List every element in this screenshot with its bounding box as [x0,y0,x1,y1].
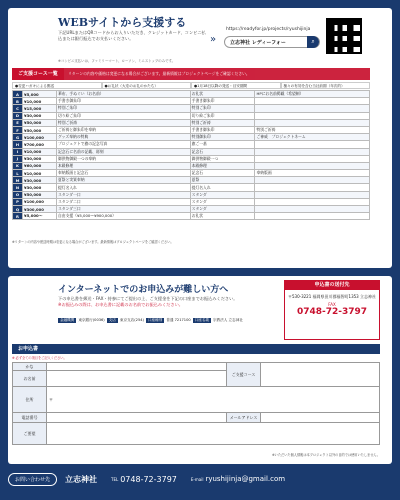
course-code: I [13,148,23,155]
course-code: N [13,184,23,191]
course-return-b: スタンダ [190,206,255,213]
course-code: O [13,191,23,198]
request-field[interactable] [47,423,380,445]
address-label: 住所 [13,387,47,413]
course-return-b: 夏祭 [190,177,255,184]
course-row [13,141,370,148]
web-title: WEBサイトから支援する [58,16,187,29]
course-row [13,91,370,98]
course-list-notice: リターンの内容や価格は変更になる場合がございます。最新情報はプロジェクトページをご確認ください。 [64,68,370,80]
course-return-a: プロジェクトで旗の記念写真 [57,141,191,148]
application-form-note: ※ 必ず全ての項目をご記入ください。 [12,356,67,360]
course-code: J [13,155,23,162]
course-return-c [255,155,370,162]
course-return-b: スタンダ [190,198,255,205]
application-form [12,362,380,445]
course-code: C [13,105,23,112]
course-row [13,119,370,126]
project-url[interactable]: https://readyfor.jp/projects/ryushijinja [226,27,311,32]
course-list-header [12,68,370,80]
course-return-b: 特別ご朱印 [190,105,255,112]
course-return-b: 特別御朱印 [190,134,255,141]
course-return-c [255,162,370,169]
bank-info [58,318,272,323]
course-return-b: 手書き御朱印 [190,126,255,133]
step-label: ご支援方法 [21,283,47,289]
course-price: ¥10,000 [23,98,57,105]
bank-label: 金融機関 [60,318,75,322]
course-price: ¥30,000 [23,112,57,119]
qr-code-icon[interactable] [326,18,362,54]
search-query: 立志神社 レディーフォー [230,39,286,46]
course-label: ご支援コース [227,363,261,387]
account-type-value: 普通 7217100 [166,318,191,322]
course-row [13,177,370,184]
course-price: ¥30,000 [23,155,57,162]
course-row [13,170,370,177]
kana-field[interactable] [47,363,227,371]
course-return-a: 奉納版画と記念石 [57,170,191,177]
course-code: B [13,98,23,105]
email-field[interactable] [261,413,380,423]
course-return-c [255,141,370,148]
course-return-a: 提灯名入れ [57,184,191,191]
course-return-c [255,198,370,205]
course-return-b: お礼状 [190,91,255,98]
course-return-a: 記念石に名前の記載、彫刻 [57,148,191,155]
course-field[interactable] [261,363,380,387]
course-return-b: スタンダ [190,191,255,198]
course-row [13,213,370,220]
course-return-a: スタンダ二口 [57,198,191,205]
course-return-a: 夏祭と実質奉納 [57,177,191,184]
arrow-icon: » [210,34,217,45]
course-code: M [13,177,23,184]
course-list-tag: ご支援コース一覧 [12,68,64,80]
course-price: ¥5,000 [23,91,57,98]
course-row [13,206,370,213]
course-row [13,191,370,198]
course-return-b: 本殿修理 [190,162,255,169]
course-price: ¥10,000 [23,170,57,177]
course-table [12,90,370,220]
course-price: ¥30,000 [23,177,57,184]
tel-label: TEL [111,476,119,482]
course-return-c [255,98,370,105]
name-label: お名前 [13,371,47,387]
search-box[interactable] [224,36,320,48]
legend-item: 様々の有効を含む当社前期（年次的） [281,82,371,89]
course-return-b: お礼状 [190,213,255,220]
course-price: ¥50,000 [23,119,57,126]
course-row [13,155,370,162]
course-return-b: 旗ご一基 [190,141,255,148]
course-return-c [255,148,370,155]
course-return-c [255,177,370,184]
course-code: P [13,198,23,205]
account-holder-value: 宗教法人 立志神社 [213,318,243,322]
bank-value: 東京銀行(0036) [78,318,105,322]
email-label: メールアドレス [227,413,261,423]
course-return-c: HPにお名前掲載（希望制） [255,91,370,98]
course-row [13,126,370,133]
course-row [13,112,370,119]
branch-value: 東京支店(254) [119,318,144,322]
course-return-a: スタンダ一口 [57,191,191,198]
contact-label: お問い合わせ先 [8,473,57,486]
course-row [13,162,370,169]
course-return-c: 特別ご祈祷 [255,126,370,133]
contact-org: 立志神社 [65,473,98,484]
course-return-c [255,213,370,220]
step-number: 1 [27,17,41,42]
tel-field[interactable] [47,413,227,423]
account-type-label: 口座種別 [147,318,163,322]
course-return-b: 特別ご祈祷 [190,119,255,126]
destination-box [284,280,380,340]
branch-label: 支店 [108,318,116,322]
course-return-a: 自由支援（¥5,000～¥900,000） [57,213,191,220]
course-return-a: 華布、手ぬぐい（お名前） [57,91,191,98]
course-return-a: 特別ご朱印 [57,105,191,112]
course-return-b: 提灯名入れ [190,184,255,191]
course-code: G [13,134,23,141]
course-row [13,184,370,191]
course-price: ¥5,000～ [23,213,57,220]
kana-label: かな [13,363,47,371]
legend-item: ●1月18日以降の発送・目安期間 [191,82,281,89]
destination-title: 申込書の送付先 [285,281,379,290]
course-code: K [13,162,23,169]
course-price: ¥100,000 [23,198,57,205]
course-return-c [255,184,370,191]
course-code: L [13,170,23,177]
course-price: ¥10,000 [23,148,57,155]
legend-item: ●お礼状（大変のお礼のかたち） [102,82,192,89]
course-code: H [13,141,23,148]
course-code: E [13,119,23,126]
course-return-c [255,191,370,198]
fax-number: 0748-72-3797 [296,307,368,317]
course-return-a: グッズ奉納の特典 [57,134,191,141]
course-footnote: ※リターンの内容や配送時期は変更になる場合がございます。最新情報はプロジェクトページをご確認ください。 [12,240,174,244]
course-return-a: ご祈祷と御朱印を奉納 [57,126,191,133]
course-price: ¥50,000 [23,126,57,133]
course-code: Q [13,206,23,213]
course-price: ¥15,000 [23,105,57,112]
step-number: 2 [27,287,41,312]
magnifier-icon[interactable]: ⌕ [307,36,319,48]
course-row [13,98,370,105]
course-code: A [13,91,23,98]
contact-email[interactable]: ryushijinja@gmail.com [205,475,286,483]
course-return-a: 本殿修理 [57,162,191,169]
course-return-a: 手書き御朱印 [57,98,191,105]
course-legend [12,82,370,89]
course-row [13,105,370,112]
account-holder-label: 口座名義 [194,318,210,322]
application-form-header: お申込書 [12,344,380,354]
name-field[interactable] [47,371,227,387]
course-return-a: 切り絵ご朱印 [57,112,191,119]
course-return-c [255,119,370,126]
contact-tel[interactable]: 0748-72-3797 [120,474,177,484]
mail-title: インターネットでのお申込みが難しい方へ [58,285,229,295]
course-return-c: 奉納版画 [255,170,370,177]
course-price: ¥50,000 [23,191,57,198]
step-1-badge [14,12,54,41]
legend-item: ●変更ハガキによる郵送 [12,82,102,89]
course-code: F [13,126,23,133]
course-row [13,148,370,155]
mail-red-note: ※お振込みの際は、お申込書に記載のお名前でお振込みください。 [58,302,183,307]
course-return-a: 御供物御殿一つの奉納 [57,155,191,162]
course-code: R [13,213,23,220]
course-price: ¥300,000 [23,206,57,213]
step-2-badge [14,282,54,311]
mail-description [58,296,268,308]
course-row [13,134,370,141]
course-return-c [255,105,370,112]
course-return-c [255,206,370,213]
course-return-b: 記念石 [190,170,255,177]
web-description: 下記URLまたはQRコードからお入りいただき、クレジットカード、コンビニ払込または銀行振込でお支払いください。 [58,30,206,41]
course-return-c [255,112,370,119]
course-return-a: 特別ご祈祷 [57,119,191,126]
course-price: ¥100,000 [23,134,57,141]
contact-bar [8,468,392,490]
course-price: ¥30,000 [23,184,57,191]
step-label: ご支援方法 [21,13,47,19]
web-note: ※コンビニ支払いは、ファミリーマート、ローソン、ミニストップのみです。 [58,59,175,63]
destination-address: 〒530-3221 福岡県田川郡福智町1353 立志神社 [288,294,376,299]
course-return-b: 手書き御朱印 [190,98,255,105]
course-return-b: 切り絵ご朱印 [190,112,255,119]
tel-label: 電話番号 [13,413,47,423]
mail-desc-text: 下の申込書を郵送・FAX・持参にてご提出の上、ご支援金を下記の口座までお振込みください。 [58,296,238,301]
email-label: E-mail [190,476,204,482]
form-footnote: ※いただいた個人情報は本プロジェクト以外の目的では使用いたしません。 [272,453,380,457]
course-row [13,198,370,205]
course-return-b: 御供物御殿一つ [190,155,255,162]
course-price: ¥60,000 [23,162,57,169]
course-return-c: ご神威 プロジェクトネーム [255,134,370,141]
course-price: ¥700,000 [23,141,57,148]
course-return-a: スタンダ三口 [57,206,191,213]
course-return-b: 記念石 [190,148,255,155]
address-field[interactable]: 〒 [47,387,380,413]
fax-label: FAX [328,302,336,307]
request-label: ご要望 [13,423,47,445]
course-code: D [13,112,23,119]
